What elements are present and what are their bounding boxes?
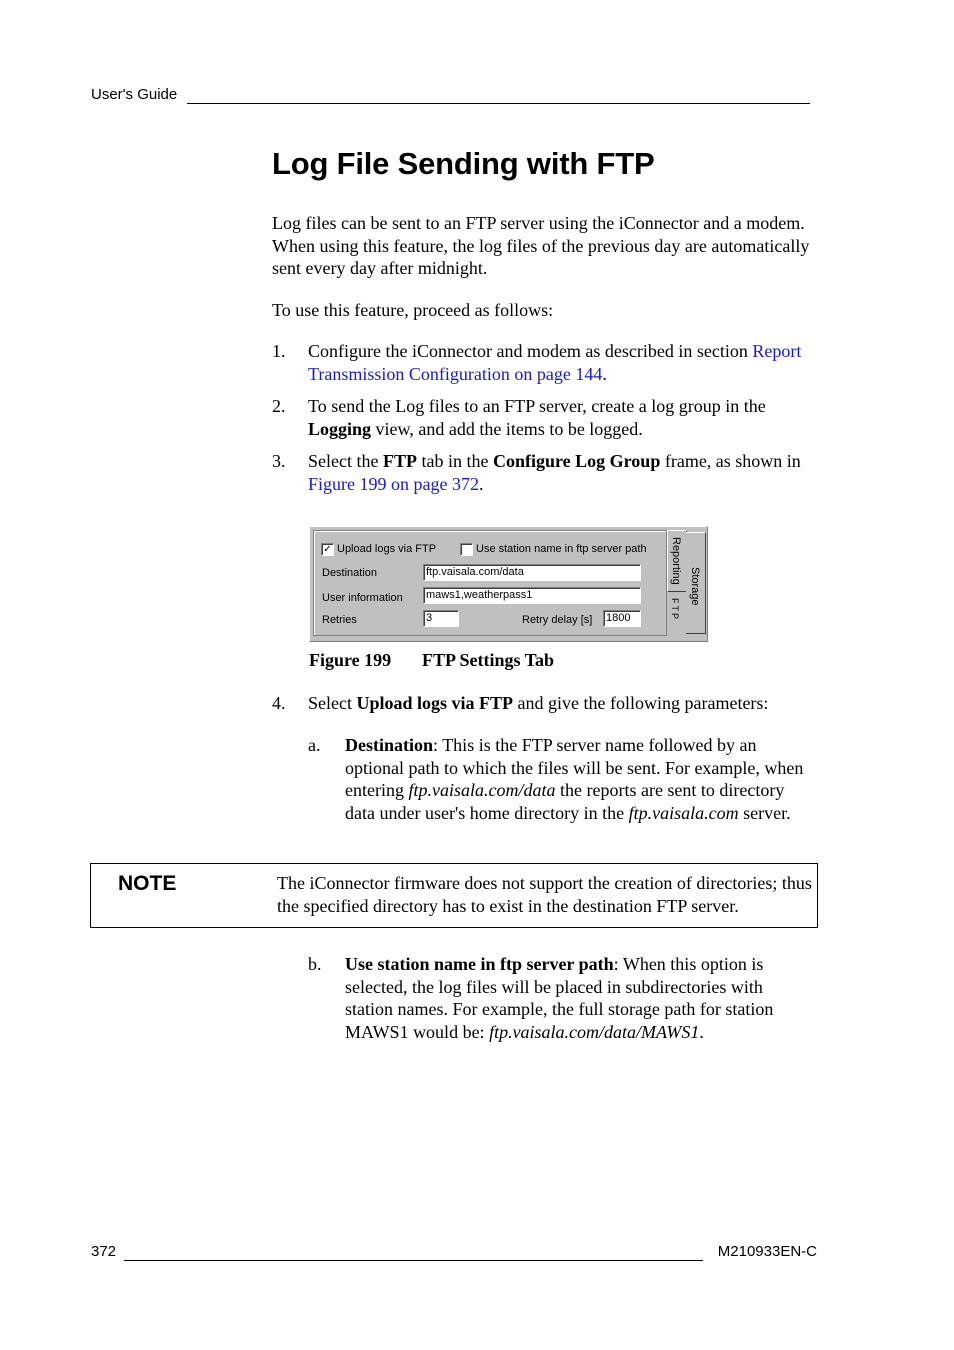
step-number-1: 1.	[272, 341, 286, 361]
user-information-input[interactable]: maws1,weatherpass1	[423, 587, 641, 604]
step-number-4: 4.	[272, 693, 286, 713]
step-2-text: To send the Log files to an FTP server, create a log group in the Logging view, and add the items to be logged.	[308, 396, 766, 439]
note-heading: NOTE	[118, 872, 177, 895]
running-header	[91, 86, 177, 103]
station-name-checkbox[interactable]	[460, 543, 473, 556]
figure-caption: FTP Settings Tab	[422, 650, 555, 670]
substep-a-text: Destination: This is the FTP server name followed by an optional path to which the files will be sent. For example, when entering ftp.vaisala.com/data the reports are sent to directory data under user's home directory in the ftp.vaisala.com server.	[345, 735, 804, 823]
page-number: 372	[91, 1243, 117, 1260]
tab-reporting-label: Reporting	[670, 537, 682, 585]
substep-b-text: Use station name in ftp server path: When this option is selected, the log files will be placed in subdirectories with station names. For example, the full storage path for station MAWS1 would be: ftp.vaisala.com/data/MAWS1.	[345, 954, 774, 1042]
retry-delay-label: Retry delay [s]	[522, 614, 593, 626]
tab-ftp-label: FTP	[670, 598, 680, 621]
station-name-label: Use station name in ftp server path	[476, 543, 647, 555]
step-number-3: 3.	[272, 451, 286, 471]
tab-reporting[interactable]	[667, 530, 687, 592]
tab-ftp[interactable]	[667, 592, 686, 636]
step-number-2: 2.	[272, 396, 286, 416]
destination-input[interactable]: ftp.vaisala.com/data	[423, 564, 641, 581]
document-code: M210933EN-C	[717, 1243, 817, 1260]
figure-199-link[interactable]: Figure 199 on page 372	[308, 473, 479, 494]
destination-label: Destination	[322, 567, 378, 579]
ftp-settings-screenshot	[309, 526, 708, 642]
header-title: User's Guide	[91, 86, 178, 103]
tab-storage[interactable]	[686, 532, 706, 634]
tab-storage-label: Storage	[689, 567, 701, 606]
user-information-label: User information	[322, 592, 403, 604]
note-box	[90, 863, 818, 928]
substep-letter-a: a.	[308, 735, 321, 755]
lead-paragraph: To use this feature, proceed as follows:	[272, 300, 554, 320]
upload-logs-label: Upload logs via FTP	[337, 543, 437, 555]
step-1-text: Configure the iConnector and modem as described in section Report Transmission Configuration on page 144.	[308, 341, 802, 384]
substep-letter-b: b.	[308, 954, 322, 974]
step-3-text: Select the FTP tab in the Configure Log Group frame, as shown in Figure 199 on page 372.	[308, 451, 801, 494]
header-rule	[187, 103, 810, 104]
retry-delay-input[interactable]: 1800	[603, 610, 641, 627]
section-title: Log File Sending with FTP	[272, 146, 655, 181]
retries-input[interactable]: 3	[423, 610, 459, 627]
report-transmission-link[interactable]: Report Transmission Configuration on page 144	[308, 341, 802, 384]
figure-label: Figure 199	[309, 650, 392, 670]
footer-rule	[124, 1260, 703, 1261]
upload-logs-checkbox[interactable]: ✓	[321, 543, 334, 556]
note-text: The iConnector firmware does not support the creation of directories; thus the specified directory has to exist in the destination FTP server.	[277, 873, 812, 916]
intro-paragraph: Log files can be sent to an FTP server using the iConnector and a modem. When using this feature, the log files of the previous day are automatically sent every day after midnight.	[272, 213, 810, 278]
retries-label: Retries	[322, 614, 357, 626]
step-4-text: Select Upload logs via FTP and give the following parameters:	[308, 693, 769, 713]
